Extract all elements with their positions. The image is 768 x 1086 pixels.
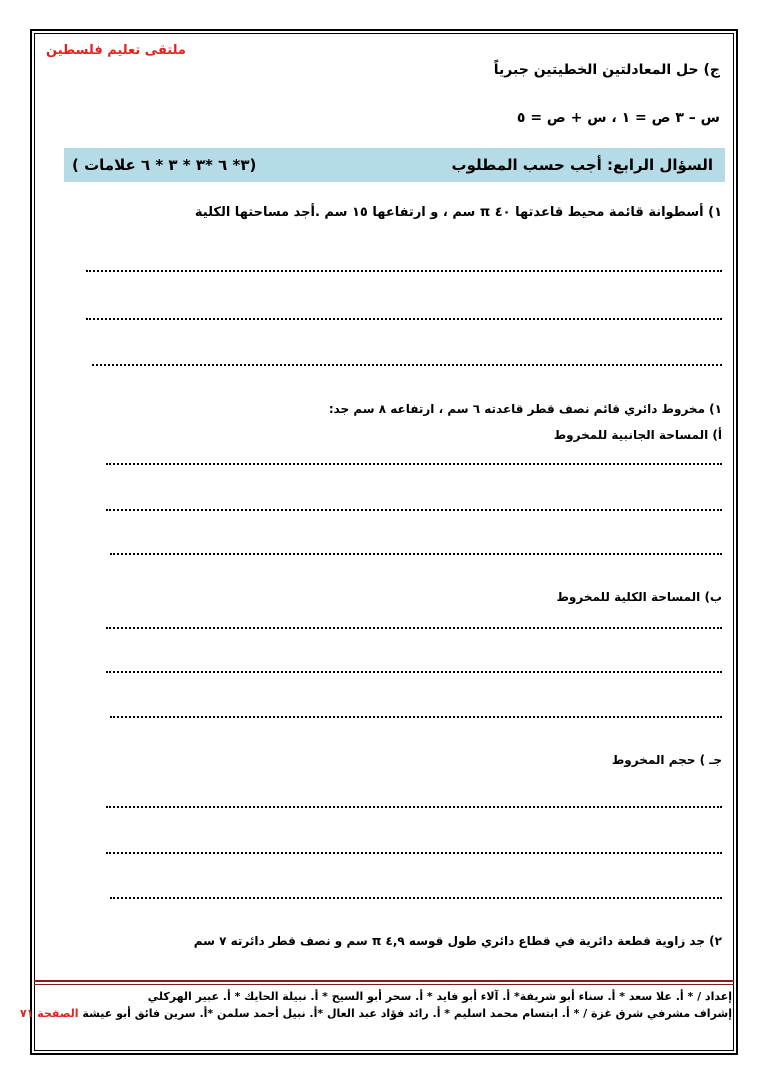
problem2-part-a: أ) المساحة الجانبية للمخروط <box>553 428 722 442</box>
answer-line <box>106 463 722 465</box>
answer-line <box>110 553 722 555</box>
answer-line <box>86 318 722 320</box>
question-marks: (٣* ٦ *٣ * ٣ * ٦ علامات ) <box>72 156 257 174</box>
problem2-part-b: ب) المساحة الكلية للمخروط <box>556 590 722 604</box>
answer-line <box>106 509 722 511</box>
problem1-text: ١) أسطوانة قائمة محيط قاعدتها ٤٠ π سم ، و ارتفاعها ١٥ سم .أجد مساحتها الكلية <box>194 205 722 220</box>
answer-line <box>110 716 722 718</box>
equations: س – ٣ ص = ١ ، س + ص = ٥ <box>516 110 720 126</box>
brand-label: ملتقى تعليم فلسطين <box>46 43 186 58</box>
problem2-text: ١) مخروط دائري قائم نصف قطر قاعدته ٦ سم ، ارتفاعه ٨ سم جد: <box>328 402 722 416</box>
footer-supervisors-text: إشراف مشرفي شرق غزة / * أ. ابتسام محمد اسليم * أ. رائد فؤاد عبد العال *أ. نبيل أحمد سلمن *أ. سرين فائق أبو عيشة <box>82 1007 732 1020</box>
answer-line <box>106 852 722 854</box>
answer-line <box>106 627 722 629</box>
footer-supervisors <box>20 1007 732 1020</box>
question-bar <box>64 148 725 182</box>
page-number: الصفحة ٧١ <box>20 1007 79 1020</box>
part-c-heading: ج) حل المعادلتين الخطيتين جبرياً <box>493 62 720 78</box>
problem2-part-c: جـ ) حجم المخروط <box>611 753 722 767</box>
problem3-text: ٢) جد زاوية قطعة دائرية في قطاع دائري طول قوسه ٤,٩ π سم و نصف قطر دائرته ٧ سم <box>193 934 722 948</box>
footer-rule <box>34 984 734 985</box>
footer-rule <box>34 980 734 982</box>
footer-credits: إعداد / * أ. علا سعد * أ. سناء أبو شريفة* أ. آلاء أبو فايد * أ. سحر أبو السيح * أ. نبيلة الحايك * أ. عبير الهركلي <box>147 990 732 1003</box>
question-title: السؤال الرابع: أجب حسب المطلوب <box>451 156 713 174</box>
answer-line <box>106 806 722 808</box>
answer-line <box>86 270 722 272</box>
answer-line <box>110 897 722 899</box>
answer-line <box>92 364 722 366</box>
answer-line <box>106 671 722 673</box>
